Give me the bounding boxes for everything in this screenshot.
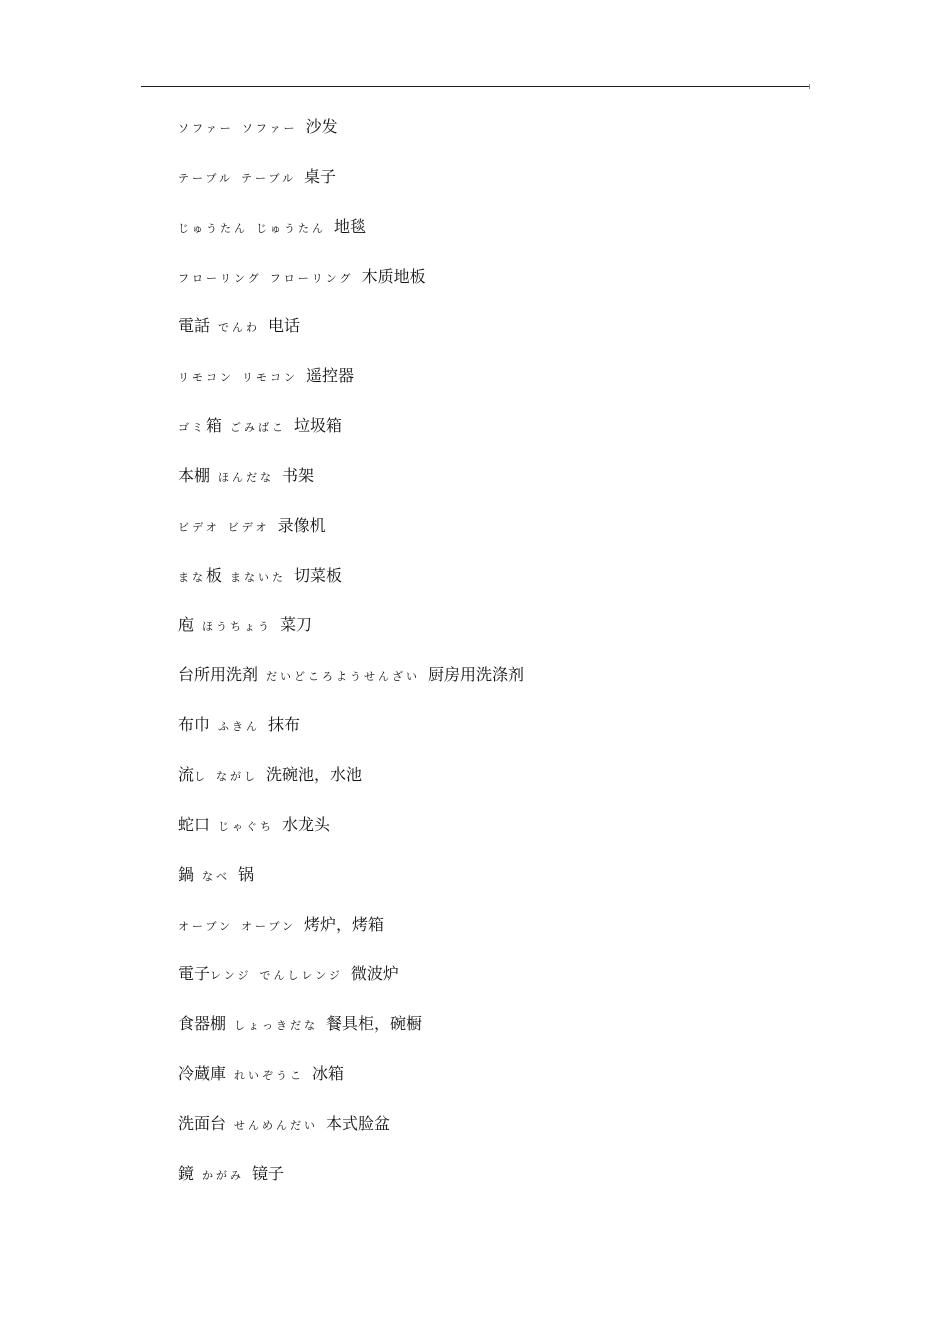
japanese-word [178,112,234,144]
kana-reading [218,461,274,493]
japanese-word-part: 電子 [178,964,211,984]
vocab-row [178,1009,818,1059]
vocab-row [178,461,818,511]
kana-reading-part: フローリング [269,271,354,285]
chinese-meaning: 书架 [282,465,315,485]
vocab-row [178,760,818,810]
chinese-meaning: 本式脸盆 [326,1113,391,1133]
japanese-word-part: 流 [178,764,195,784]
kana-reading-part: ほうちょう [202,620,273,634]
kana-reading [234,1059,304,1091]
japanese-word [178,710,210,740]
japanese-word-part: リモコン [178,371,234,385]
kana-reading [202,860,230,892]
japanese-word-part: 洗面台 [178,1113,227,1133]
japanese-word [178,810,210,840]
kana-reading [228,511,270,543]
kana-reading [202,610,272,642]
chinese-meaning: 录像机 [277,515,326,535]
japanese-word-part: 鏡 [178,1163,195,1183]
japanese-word [178,959,251,991]
chinese-meaning: 木质地板 [361,266,426,286]
vocab-row [178,262,818,312]
chinese-meaning: 垃圾箱 [294,416,343,436]
japanese-word [178,1009,226,1039]
japanese-word-part: ゴミ [178,421,206,435]
kana-reading [230,561,286,593]
japanese-word-part: 蛇口 [178,814,211,834]
chinese-meaning: 切菜板 [294,565,343,585]
kana-reading [259,959,342,991]
chinese-meaning: 电话 [268,316,301,336]
vocabulary-list [178,112,818,1209]
kana-reading-part: しょっきだな [234,1019,319,1033]
vocab-row [178,610,818,660]
kana-reading [218,810,274,842]
vocab-row [178,311,818,361]
kana-reading [216,760,258,792]
vocab-row [178,710,818,760]
chinese-meaning: 遥控器 [306,366,355,386]
chinese-meaning: 地毯 [334,216,367,236]
kana-reading-part: まないた [230,570,287,584]
kana-reading [241,162,296,194]
kana-reading-part: ビデオ [227,520,270,534]
chinese-meaning: 镜子 [252,1163,285,1183]
kana-reading-part: ながし [216,769,259,783]
kana-reading-part: リモコン [242,371,298,385]
kana-reading-part: テーブル [241,171,297,185]
japanese-word-part: オーブン [178,919,234,933]
japanese-word [178,311,210,341]
kana-reading [202,1159,244,1191]
vocab-row [178,112,818,162]
kana-reading-part: ソファー [241,122,298,135]
japanese-word-part: 布巾 [178,715,211,735]
japanese-word [178,411,222,443]
kana-reading [242,112,298,144]
japanese-word [178,1159,194,1189]
kana-reading [234,1109,318,1141]
kana-reading [218,710,260,742]
vocab-row [178,1109,818,1159]
vocab-row [178,561,818,611]
japanese-word-part: 食器棚 [178,1014,227,1034]
chinese-meaning: 沙发 [305,117,338,136]
vocab-row [178,660,818,710]
header-rule [141,86,809,87]
chinese-meaning: 菜刀 [280,615,313,635]
kana-reading-part: かがみ [202,1168,245,1182]
kana-reading [241,910,296,942]
chinese-meaning: 微波炉 [350,964,399,984]
chinese-meaning: 水龙头 [282,814,331,834]
japanese-word-part: ビデオ [178,520,220,534]
kana-reading-part: ほんだな [218,470,275,484]
chinese-meaning: 厨房用洗涤剂 [428,665,525,685]
kana-reading [218,311,260,343]
japanese-word [178,461,210,491]
japanese-word [178,1109,226,1139]
vocab-row [178,361,818,411]
japanese-word [178,561,222,593]
kana-reading-part: れいぞうこ [234,1069,305,1083]
japanese-word [178,610,194,640]
kana-reading-part: でんしレンジ [259,969,343,983]
vocab-row [178,810,818,860]
kana-reading [256,212,326,244]
kana-reading-part: なべ [202,869,231,883]
kana-reading [266,660,420,692]
japanese-word-part: 冷蔵庫 [178,1064,227,1084]
kana-reading [230,411,286,443]
japanese-word [178,212,248,244]
chinese-meaning: 烤炉，烤箱 [304,914,385,934]
vocab-row [178,1059,818,1109]
vocab-row [178,1159,818,1209]
japanese-word-part: 箱 [206,416,223,436]
japanese-word-part: まな [178,570,206,584]
japanese-word-part: 板 [206,565,223,585]
japanese-word-part: 電話 [178,316,211,336]
kana-reading-part: じゅうたん [256,221,326,235]
japanese-word-part: 庖 [178,615,195,635]
japanese-word [178,511,220,543]
vocab-row [178,910,818,960]
vocab-row [178,959,818,1009]
vocab-row [178,860,818,910]
chinese-meaning: 桌子 [304,166,337,186]
japanese-word [178,162,233,194]
japanese-word-part: 本棚 [178,465,211,485]
japanese-word-part: 台所用洗剤 [178,665,259,685]
chinese-meaning: 餐具柜，碗橱 [326,1014,423,1034]
japanese-word-part: レンジ [210,969,252,983]
japanese-word [178,361,234,393]
japanese-word-part: フローリング [178,271,262,285]
vocab-row [178,162,818,212]
vocab-row [178,212,818,262]
japanese-word-part: 鍋 [178,864,195,884]
chinese-meaning: 抹布 [268,715,301,735]
japanese-word [178,262,262,294]
japanese-word [178,860,194,890]
japanese-word [178,760,208,792]
kana-reading-part: オーブン [241,919,297,933]
chinese-meaning: 洗碗池，水池 [266,764,363,784]
kana-reading-part: だいどころようせんざい [266,670,421,684]
header-rule-end-mark [809,84,810,89]
japanese-word-part: ソファー [178,122,234,135]
japanese-word [178,910,233,942]
vocab-row [178,511,818,561]
kana-reading-part: せんめんだい [234,1118,319,1132]
japanese-word-part: テーブル [178,171,234,185]
kana-reading [234,1009,318,1041]
kana-reading-part: ごみばこ [230,421,287,435]
kana-reading [242,361,298,393]
japanese-word [178,660,258,690]
japanese-word-part: し [194,769,209,783]
japanese-word [178,1059,226,1089]
kana-reading [270,262,354,294]
chinese-meaning: 锅 [238,864,255,884]
chinese-meaning: 冰箱 [312,1064,345,1084]
vocab-row [178,411,818,461]
kana-reading-part: でんわ [218,321,261,335]
kana-reading-part: ふきん [218,720,261,734]
japanese-word-part: じゅうたん [178,221,248,235]
kana-reading-part: じゃぐち [218,819,275,833]
